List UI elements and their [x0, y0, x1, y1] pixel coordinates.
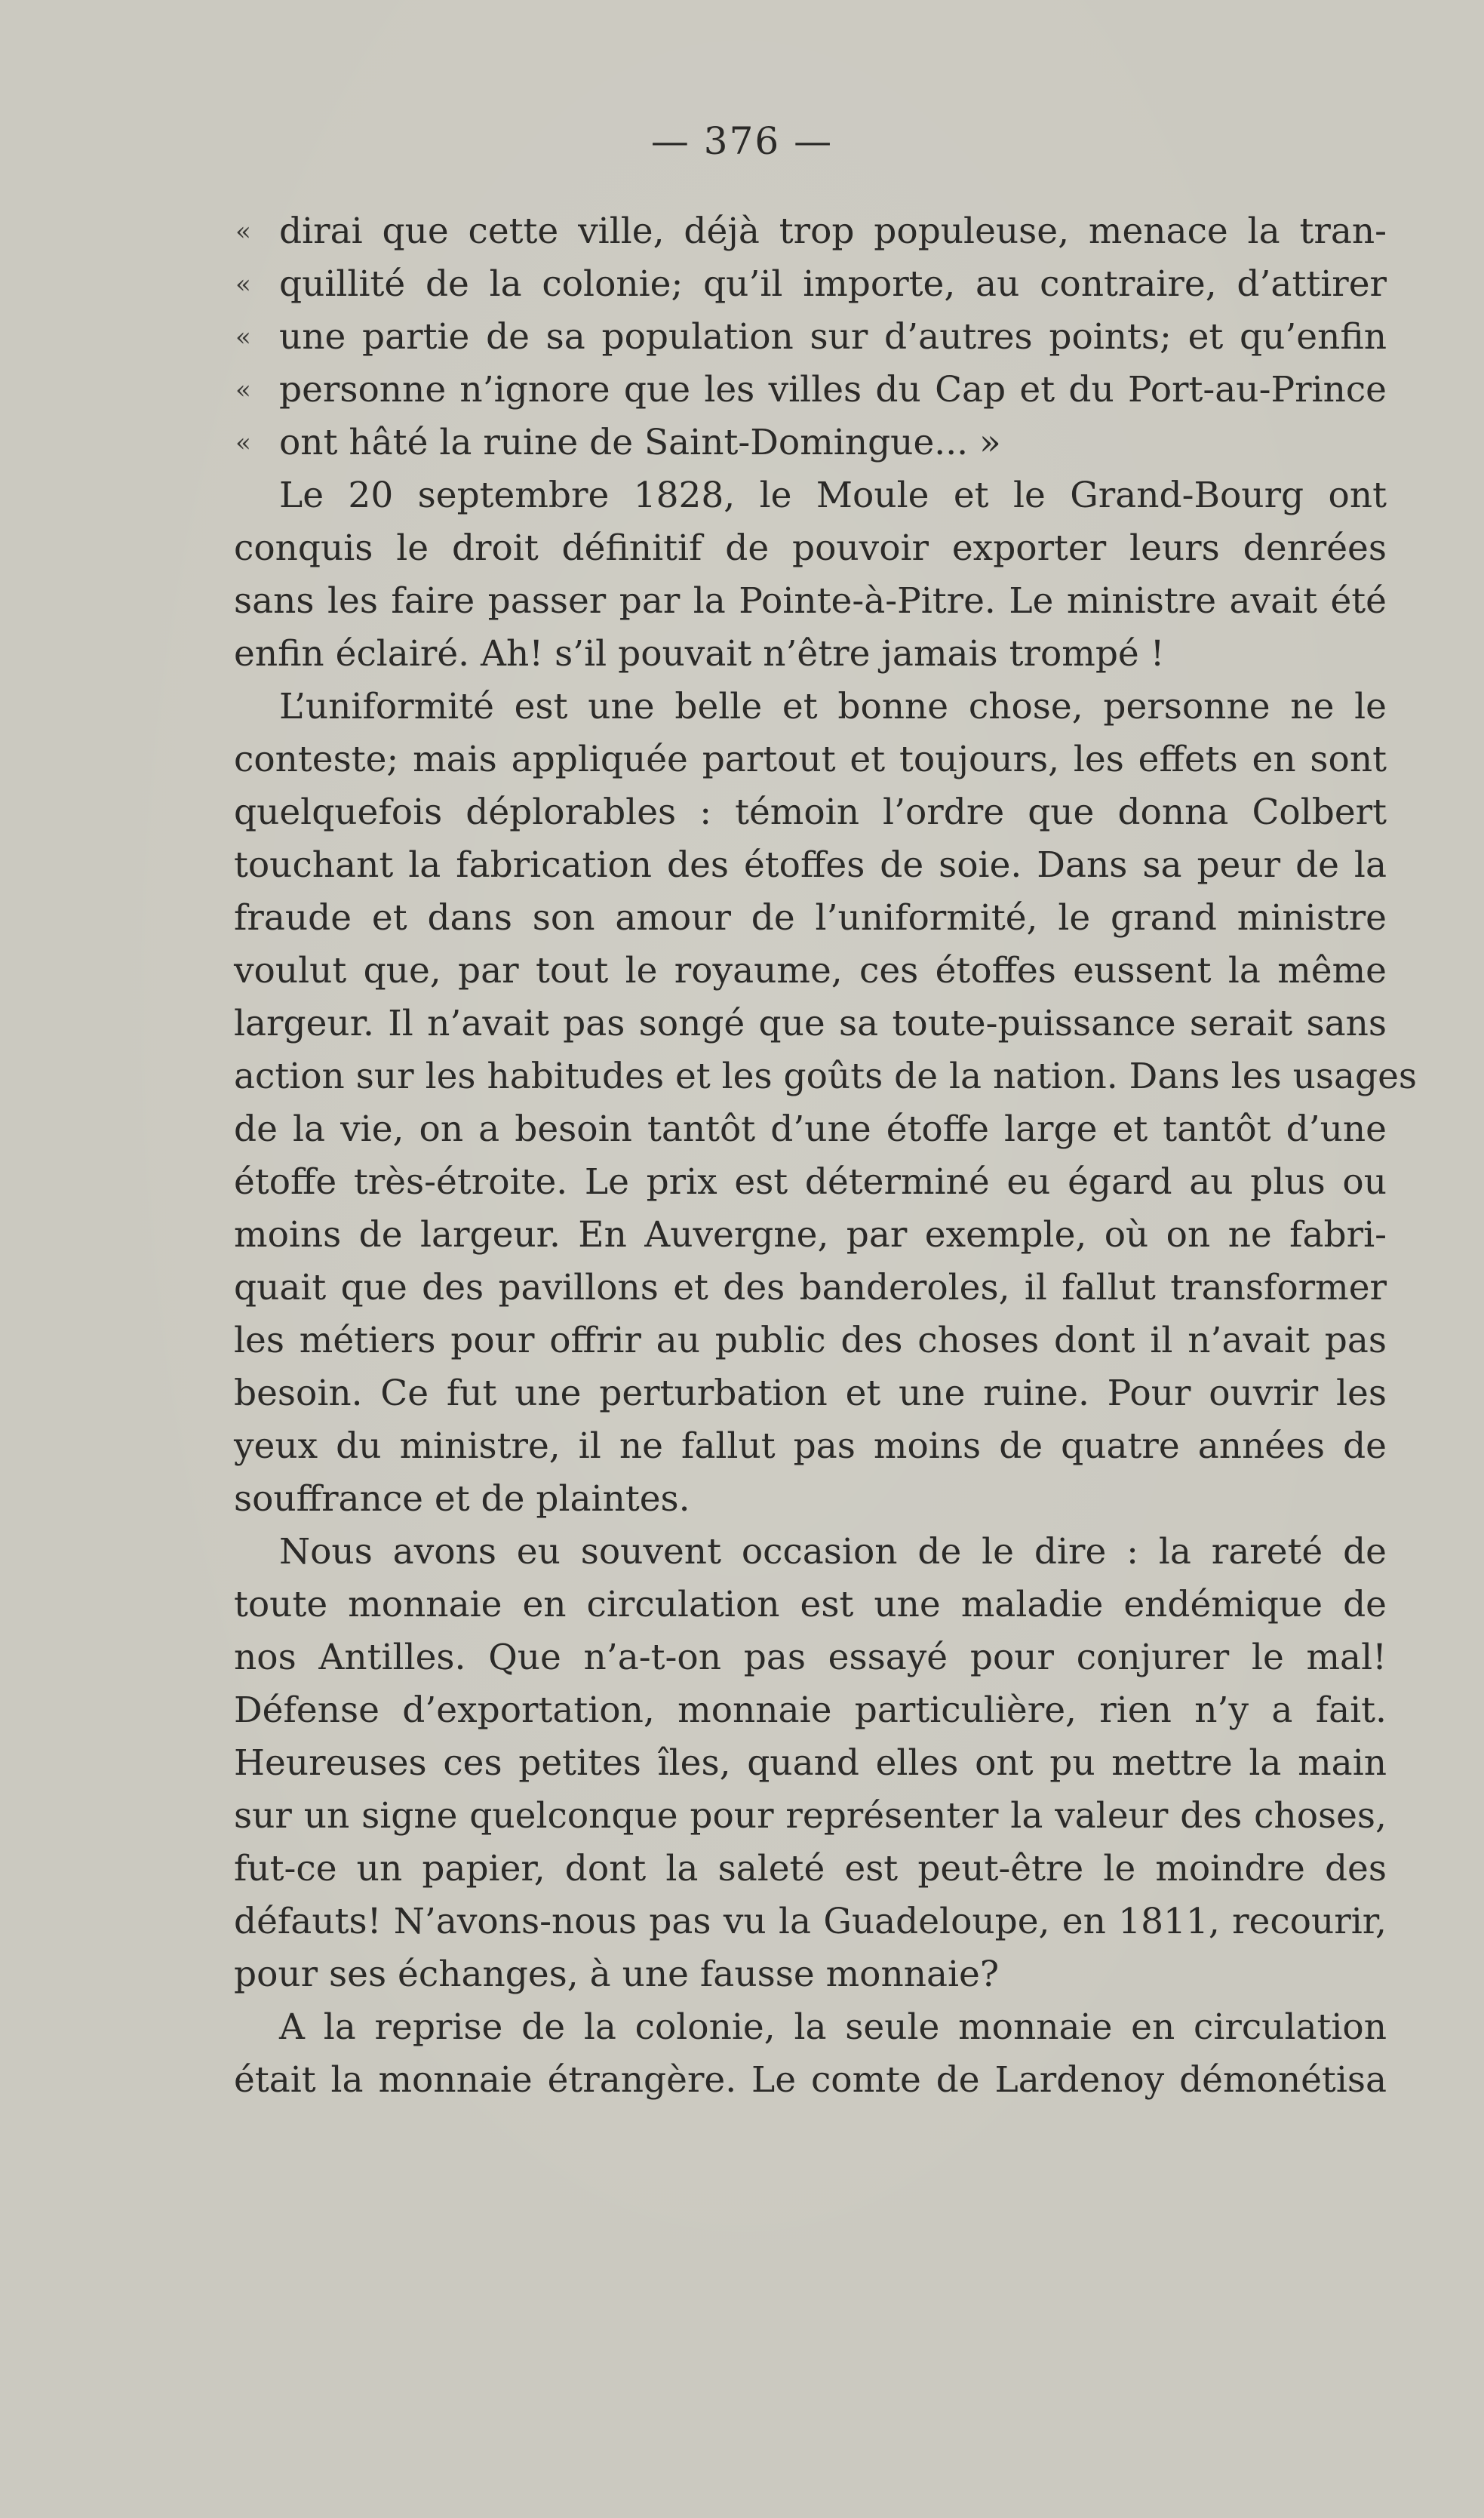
- paragraph-line: quait que des pavillons et des banderoles, il fallut transformer: [234, 1267, 1387, 1308]
- quote-line-text: dirai que cette ville, déjà trop populeuse, menace la tran-: [279, 211, 1387, 252]
- quote-line: [234, 205, 1387, 258]
- quote-line-text: une partie de sa population sur d’autres points; et qu’enfin: [279, 316, 1387, 358]
- paragraph-line: quelquefois déplorables : témoin l’ordre que donna Colbert: [234, 792, 1387, 833]
- paragraph-line: A la reprise de la colonie, la seule monnaie en circulation: [279, 2006, 1387, 2048]
- quotation-block: [234, 205, 1387, 469]
- paragraph-line: sur un signe quelconque pour représenter la valeur des choses,: [234, 1795, 1387, 1837]
- paragraph-line: moins de largeur. En Auvergne, par exemple, où on ne fabri-: [234, 1214, 1387, 1256]
- quote-line: [234, 417, 1387, 469]
- paragraph-line: conquis le droit définitif de pouvoir exporter leurs denrées: [234, 527, 1387, 569]
- body-text: [234, 469, 1418, 2107]
- quote-line: [234, 364, 1387, 417]
- paragraph-line: sans les faire passer par la Pointe-à-Pitre. Le ministre avait été: [234, 580, 1387, 622]
- paragraph-line: besoin. Ce fut une perturbation et une ruine. Pour ouvrir les: [234, 1373, 1387, 1414]
- paragraph-line: L’uniformité est une belle et bonne chose, personne ne le: [279, 686, 1387, 727]
- paragraph-line: voulut que, par tout le royaume, ces étoffes eussent la même: [234, 950, 1387, 992]
- quote-mark: «: [235, 428, 251, 458]
- paragraph-line: yeux du ministre, il ne fallut pas moins de quatre années de: [234, 1425, 1387, 1467]
- paragraph-line: fraude et dans son amour de l’uniformité, le grand ministre: [234, 897, 1387, 939]
- paragraph-line: nos Antilles. Que n’a-t-on pas essayé pour conjurer le mal!: [234, 1637, 1387, 1678]
- quote-mark: «: [235, 375, 251, 405]
- paragraph-line: enfin éclairé. Ah! s’il pouvait n’être jamais trompé !: [234, 633, 1165, 675]
- paragraph-line: les métiers pour offrir au public des choses dont il n’avait pas: [234, 1320, 1387, 1361]
- paragraph-line: de la vie, on a besoin tantôt d’une étoffe large et tantôt d’une: [234, 1108, 1387, 1150]
- paragraph-line: toute monnaie en circulation est une maladie endémique de: [234, 1584, 1387, 1625]
- quote-line: [234, 311, 1387, 364]
- paragraph-line: Le 20 septembre 1828, le Moule et le Grand-Bourg ont: [279, 475, 1387, 516]
- paragraph-line: Nous avons eu souvent occasion de le dire : la rareté de: [279, 1531, 1387, 1573]
- quote-mark: «: [235, 217, 251, 247]
- quote-mark: «: [235, 269, 251, 300]
- paragraph-line: Heureuses ces petites îles, quand elles ont pu mettre la main: [234, 1742, 1387, 1784]
- paragraph-line: pour ses échanges, à une fausse monnaie?: [234, 1954, 1000, 1995]
- quote-line: [234, 258, 1387, 311]
- quote-mark: «: [235, 322, 251, 352]
- paragraph-line: action sur les habitudes et les goûts de la nation. Dans les usages: [234, 1056, 1418, 1097]
- paragraph-line: conteste; mais appliquée partout et toujours, les effets en sont: [234, 739, 1387, 780]
- paragraph-line: défauts! N’avons-nous pas vu la Guadeloupe, en 1811, recourir,: [234, 1901, 1387, 1942]
- quote-line-text: personne n’ignore que les villes du Cap et du Port-au-Prince: [279, 369, 1387, 410]
- page-number: — 376 —: [650, 119, 834, 163]
- quote-line-text: quillité de la colonie; qu’il importe, au contraire, d’attirer: [279, 263, 1387, 305]
- paragraph-line: largeur. Il n’avait pas songé que sa toute-puissance serait sans: [234, 1003, 1387, 1044]
- paragraph-line: souffrance et de plaintes.: [234, 1478, 690, 1520]
- quote-line-text: ont hâté la ruine de Saint-Domingue... »: [279, 422, 1001, 463]
- paragraph-line: Défense d’exportation, monnaie particulière, rien n’y a fait.: [234, 1689, 1387, 1731]
- paragraph-line: touchant la fabrication des étoffes de soie. Dans sa peur de la: [234, 844, 1387, 886]
- paragraph-line: fut-ce un papier, dont la saleté est peut-être le moindre des: [234, 1848, 1387, 1889]
- paragraph-line: étoffe très-étroite. Le prix est déterminé eu égard au plus ou: [234, 1161, 1387, 1203]
- paragraph-line: était la monnaie étrangère. Le comte de Lardenoy démonétisa: [234, 2059, 1387, 2101]
